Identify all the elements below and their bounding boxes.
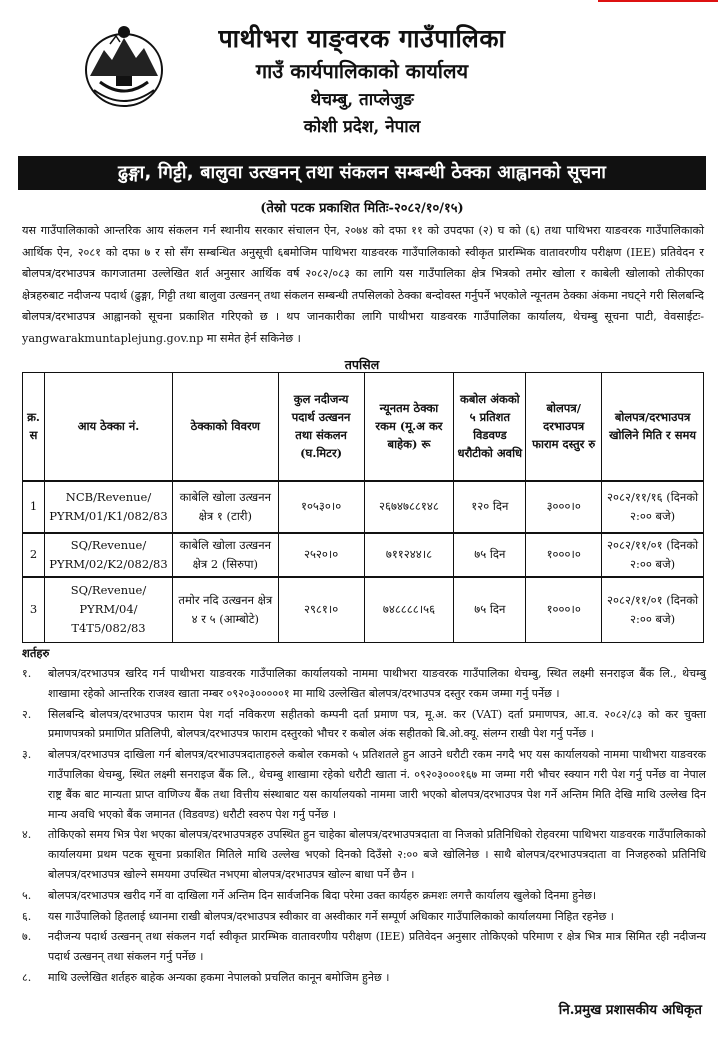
term-number: ३.: [22, 748, 32, 762]
contract-table: [22, 372, 704, 643]
list-item: [22, 886, 706, 906]
col-header-description: ठेक्काको विवरण: [172, 373, 278, 481]
list-item: [22, 825, 706, 884]
term-number: ४.: [22, 828, 32, 842]
table-row: [23, 533, 704, 577]
col-header-min-amount: न्यूनतम ठेक्का रकम (मू.अ कर बाहेक) रू: [364, 373, 454, 481]
cell-period: ७५ दिन: [454, 533, 526, 577]
term-text: यस गाउँपालिको हितलाई ध्यानमा राखी बोलपत्र/दरभाउपत्र स्वीकार वा अस्वीकार गर्ने सम्पूर्ण अधिकार गाउँपालिकाको कार्यालयमा निहित रहनेछ ।: [48, 909, 614, 923]
cell-period: ७५ दिन: [454, 577, 526, 643]
cell-amount: ७११२४४।८: [364, 533, 454, 577]
term-number: २.: [22, 707, 32, 721]
schedule-heading: तपसिल: [344, 357, 380, 372]
term-text: माथि उल्लेखित शर्तहरु बाहेक अन्यका हकमा नेपालको प्रचलित कानून बमोजिम हुनेछ ।: [48, 970, 390, 984]
office-name: गाउँ कार्यपालिकाको कार्यालय: [255, 59, 469, 83]
col-header-volume: कुल नदीजन्य पदार्थ उत्खनन तथा संकलन (घ.मिटर): [278, 373, 364, 481]
list-item: [22, 968, 706, 988]
term-text: बोलपत्र/दरभाउपत्र खरिद गर्न पाथीभरा याङवरक गाउँपालिका कार्यालयको नाममा पाथीभरा याङवरक गाउँपालिका थेचम्बु, स्थित लक्ष्मी सनराइज बैंक लि., थेचम्बु शाखामा रहेको आन्तरिक राजश्व खाता नम्बर ०९२०३०००००१ मा माथि उल्लेखित बोलपत्र/दरभाउपत्र दस्तुर रकम जम्मा गर्नु पर्नेछ ।: [48, 667, 706, 700]
list-item: [22, 745, 706, 824]
cell-volume: २५२०।०: [278, 533, 364, 577]
list-item: [22, 907, 706, 927]
cell-description: तमोर नदि उत्खनन क्षेत्र ४ र ५ (आम्बोटे): [172, 577, 278, 643]
term-number: ६.: [22, 909, 32, 923]
cell-amount: ७४८८८८।५६: [364, 577, 454, 643]
cell-sn: 3: [23, 577, 45, 643]
term-text: नदीजन्य पदार्थ उत्खनन् तथा संकलन गर्दा स्वीकृत प्रारम्भिक वातावरणीय परीक्षण (IEE) प्रतिवेदन अनुसार तोकिएको परिमाण र क्षेत्र भित्र मात्र सिमित रही नदीजन्य पदार्थ उत्खनन् तथा संकलन गर्नु पर्नेछ ।: [48, 930, 706, 964]
cell-code: SQ/Revenue/ PYRM/02/K2/082/83: [44, 533, 172, 577]
cell-date: २०८२/११/०१ (दिनको २:०० बजे): [602, 533, 704, 577]
cell-description: काबेलि खोला उत्खनन क्षेत्र १ (टारी): [172, 481, 278, 533]
cell-amount: २६७४७८८१४८: [364, 481, 454, 533]
cell-fee: १०००।०: [526, 533, 602, 577]
municipality-name: पाथीभरा याङ्वरक गाउँपालिका: [218, 24, 506, 53]
cell-period: १२० दिन: [454, 481, 526, 533]
table-row: [23, 481, 704, 533]
col-header-opening-date: बोलपत्र/दरभाउपत्र खोलिने मिति र समय: [602, 373, 704, 481]
office-location: थेचम्बु, ताप्लेजुङ: [310, 90, 414, 110]
cell-volume: २९८१।०: [278, 577, 364, 643]
cell-volume: १०५३०।०: [278, 481, 364, 533]
notice-title: ढुङ्गा, गिट्टी, बालुवा उत्खनन् तथा संकलन सम्बन्धी ठेक्का आह्वानको सूचना: [18, 156, 706, 190]
cell-code: NCB/Revenue/ PYRM/01/K1/082/83: [44, 481, 172, 533]
term-number: ५.: [22, 888, 32, 902]
cell-fee: १०००।०: [526, 577, 602, 643]
col-header-sn: क्र. स: [23, 373, 45, 481]
terms-list: [22, 664, 706, 989]
cell-date: २०८२/११/१६ (दिनको २:०० बजे): [602, 481, 704, 533]
cell-fee: ३०००।०: [526, 481, 602, 533]
publication-date: (तेस्रो पटक प्रकाशित मितिः-२०८२/१०/१५): [260, 201, 464, 216]
list-item: [22, 705, 706, 745]
term-text: बोलपत्र/दरभाउपत्र खरीद गर्ने वा दाखिला गर्ने अन्तिम दिन सार्वजनिक बिदा परेमा उक्त कार्यहरु क्रमशः लगत्तै कार्यालय खुलेको दिनमा हुनेछ।: [48, 888, 597, 902]
cell-description: काबेलि खोला उत्खनन क्षेत्र 2 (सिरुपा): [172, 533, 278, 577]
intro-paragraph: यस गाउँपालिकाको आन्तरिक आय संकलन गर्न स्थानीय सरकार संचालन ऐन, २०७४ को दफा ११ को उपदफा (२) घ को (६) तथा पाथिभरा याङवरक गाउँपालिकाको आर्थिक ऐन, २०८१ को दफा ७ र सो सँग सम्बन्धित अनुसूची ६बमोजिम पाथिभरा याङवरक गाउँपालिकाको स्वीकृत प्रारम्भिक वातावरणीय परीक्षण (IEE) प्रतिवेदन र बोलपत्र/दरभाउपत्र कागजातमा उल्लेखित शर्त अनुसार आर्थिक वर्ष २०८२/०८३ का लागि यस गाउँपालिका क्षेत्र भित्रको तमोर खोला र काबेली खोलाको तोकीएका क्षेत्रहरुबाट नदीजन्य पदार्थ (ढुङ्गा, गिट्टी तथा बालुवा उत्खनन् तथा संकलन सम्बन्धी तपसिलको ठेक्का बन्दोवस्त गर्नुपर्ने भएकोले न्यूनतम ठेक्का अंकमा नघट्ने गरी सिलबन्दि बोलपत्र/दरभाउपत्र आह्वानको सूचना प्रकाशित गरिएको छ । थप जानकारीका लागि पाथीभरा याङवरक गाउँपालिका कार्यालय, थेचम्बु सूचना पाटी, वेवसाईटः- yangwarakmuntaplejung.gov.np मा समेत हेर्न सकिनेछ ।: [22, 224, 704, 345]
province-country: कोशी प्रदेश, नेपाल: [303, 117, 421, 137]
term-text: तोकिएको समय भित्र पेश भएका बोलपत्र/दरभाउपत्रहरु उपस्थित हुन चाहेका बोलपत्र/दरभाउपत्रदाता वा निजको प्रतिनिधिको रोहवरमा पाथिभरा याङवरक गाउँपालिकाको कार्यालयमा प्रथम पटक सूचना प्रकाशित मितिले माथि उल्लेख भएको दिनको दिउँसो २:०० बजे खोलिनेछ । साथै बोलपत्र/दरभाउपत्रदाता वा निजहरुको प्रतिनिधि बोलपत्र/दरभाउपत्र खोल्ने समयमा उपस्थित नभएमा बोलपत्र/दरभाउपत्र खोल्न बाधा पर्ने छैन ।: [48, 828, 706, 881]
term-number: ८.: [22, 970, 32, 984]
cell-code: SQ/Revenue/ PYRM/04/ T4T5/082/83: [44, 577, 172, 643]
col-header-bid-bond-period: कबोल अंकको ५ प्रतिशत विडवण्ड धरौटीको अवधि: [454, 373, 526, 481]
terms-heading: शर्तहरु: [22, 646, 50, 660]
signatory-title: नि.प्रमुख प्रशासकीय अधिकृत: [558, 1002, 702, 1018]
term-number: ७.: [22, 930, 32, 944]
term-text: सिलबन्दि बोलपत्र/दरभाउपत्र फाराम पेश गर्दा नविकरण सहीतको कम्पनी दर्ता प्रमाण पत्र, मू.अ. कर (VAT) दर्ता प्रमाणपत्र, आ.व. २०८२/८३ को कर चुक्ता प्रमाणपत्रको प्रमाणित प्रतिलिपी, बोलपत्र/दरभाउपत्र फाराम दस्तुरको भौचर र कबोल अंक सहीतको बि.ओ.क्यू. संलग्न राखी पेश गर्नु पर्नेछ ।: [48, 707, 706, 741]
col-header-form-fee: बोलपत्र/ दरभाउपत्र फाराम दस्तुर रु: [526, 373, 602, 481]
cell-sn: 1: [23, 481, 45, 533]
col-header-code: आय ठेक्का नं.: [44, 373, 172, 481]
cell-date: २०८२/११/०१ (दिनको २:०० बजे): [602, 577, 704, 643]
term-number: १.: [22, 667, 32, 680]
table-row: [23, 577, 704, 643]
table-header-row: [23, 373, 704, 481]
list-item: [22, 664, 706, 704]
cell-sn: 2: [23, 533, 45, 577]
letterhead: [18, 0, 706, 152]
list-item: [22, 927, 706, 967]
term-text: बोलपत्र/दरभाउपत्र दाखिला गर्न बोलपत्र/दरभाउपत्रदाताहरुले कबोल रकमको ५ प्रतिशतले हुन आउने धरौटी रकम नगदै भए यस कार्यालयको नाममा पाथीभरा याङवरक गाउँपालिका थेचम्बु, स्थित लक्ष्मी सनराइज बैंक लि., थेचम्बु शाखामा रहेको धरौटी खाता नं. ०९२०३०००१६७ मा जम्मा गरी भौचर स्क्यान गरी पेश गर्नु पर्नेछ वा नेपाल राष्ट्र बैंक बाट मान्यता प्राप्त वाणिज्य बैंक तथा वित्तीय संस्थाबाट यस कार्यालयको नाममा जारी भएको बोलपत्र/दरभाउपत्र पेश गर्ने अन्तिम मिति देखि माथि उल्लेख दिन मान्य अवधि भएको बैंक जमानत (विडवण्ड) धरौटी स्वरुप पेश गर्नु पर्नेछ ।: [48, 748, 706, 821]
